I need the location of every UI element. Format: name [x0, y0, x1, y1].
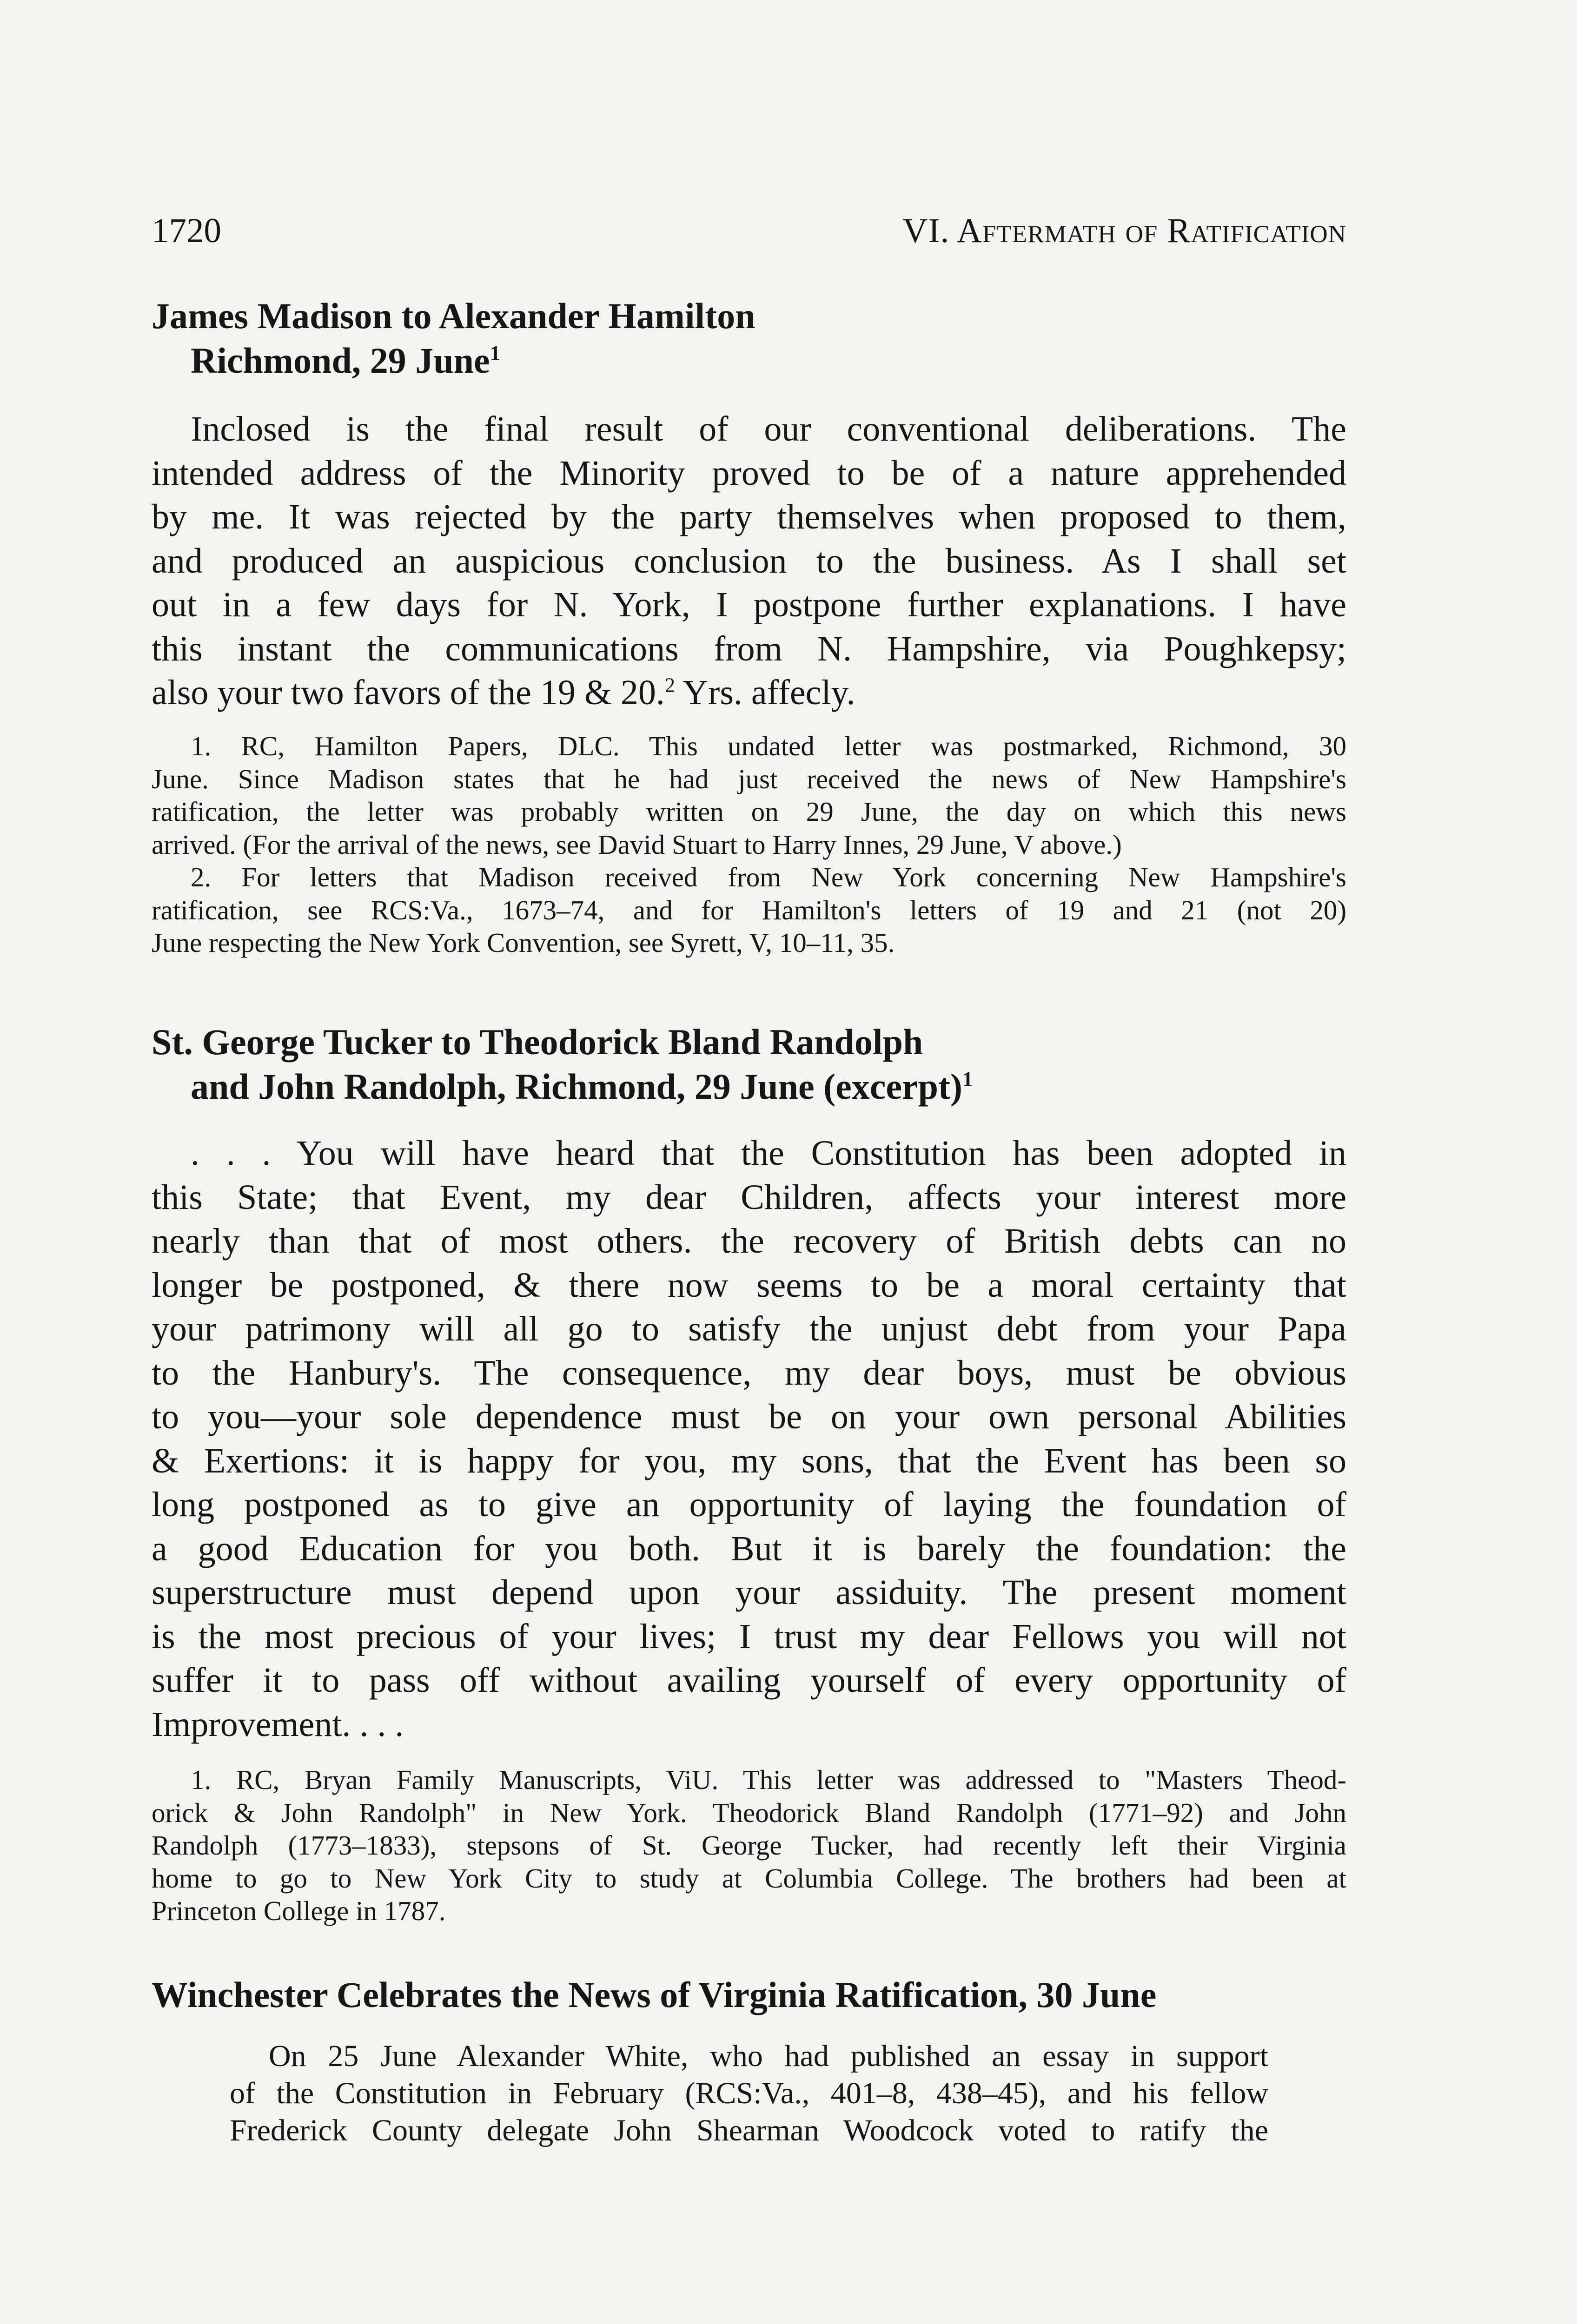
- tucker-body-line: to the Hanbury's. The consequence, my dear boys, must be obvious: [152, 1353, 1346, 1393]
- madison-body-last-line: [152, 671, 1346, 715]
- footnote-line: orick & John Randolph" in New York. Theodorick Bland Randolph (1771–92) and John: [152, 1797, 1346, 1828]
- tucker-body-line: & Exertions: it is happy for you, my sons, that the Event has been so: [152, 1441, 1346, 1480]
- winchester-intro-text: [230, 2038, 1268, 2149]
- tucker-body-line: suffer it to pass off without availing yourself of every opportunity of: [152, 1661, 1346, 1700]
- footnote-line: arrived. (For the arrival of the news, see David Stuart to Harry Innes, 29 June, V above.): [152, 829, 1122, 860]
- tucker-footnotes: [152, 1763, 1346, 1928]
- madison-body-closing: Yrs. affecly.: [675, 673, 855, 712]
- intro-line: of the Constitution in February (RCS:Va., 401–8, 438–45), and his fellow: [230, 2076, 1268, 2110]
- madison-letter-body: [152, 407, 1346, 715]
- winchester-section: [152, 1973, 1346, 2017]
- tucker-body-line: a good Education for you both. But it is barely the foundation: the: [152, 1529, 1346, 1568]
- madison-letter: [152, 294, 1346, 383]
- madison-body-line: and produced an auspicious conclusion to the business. As I shall set: [152, 541, 1346, 581]
- footnote-line: Randolph (1773–1833), stepsons of St. George Tucker, had recently left their Virginia: [152, 1830, 1346, 1861]
- madison-body-line: out in a few days for N. York, I postpone further explanations. I have: [152, 585, 1346, 624]
- madison-body-last-text: also your two favors of the 19 & 20.: [152, 673, 665, 712]
- tucker-letter: [152, 1020, 1346, 1109]
- footnote-line: home to go to New York City to study at Columbia College. The brothers had been at: [152, 1862, 1346, 1894]
- tucker-body: [152, 1131, 1346, 1746]
- intro-line: On 25 June Alexander White, who had published an essay in support: [269, 2039, 1268, 2073]
- footnote-line: ratification, the letter was probably written on 29 June, the day on which this news: [152, 796, 1346, 827]
- footnote-line: 2. For letters that Madison received from New York concerning New Hampshire's: [191, 862, 1346, 892]
- tucker-body-line: long postponed as to give an opportunity of laying the foundation of: [152, 1485, 1346, 1524]
- tucker-letter-heading: [152, 1020, 1346, 1109]
- madison-body-note-ref: 2: [664, 673, 675, 697]
- madison-notes: [152, 730, 1346, 959]
- tucker-notes: [152, 1763, 1346, 1928]
- section-title: VI. Aftermath of Ratification: [902, 211, 1346, 250]
- winchester-intro: [230, 2038, 1268, 2149]
- tucker-letter-body: [152, 1131, 1346, 1746]
- winchester-heading: Winchester Celebrates the News of Virginia Ratification, 30 June: [152, 1974, 1157, 2015]
- page-number: 1720: [152, 211, 221, 250]
- madison-body: [152, 407, 1346, 715]
- madison-letter-heading: [152, 294, 1346, 383]
- madison-heading-line2: Richmond, 29 June: [191, 340, 490, 381]
- tucker-body-line: this State; that Event, my dear Children, affects your interest more: [152, 1177, 1346, 1217]
- tucker-body-line: . . . You will have heard that the Constitution has been adopted in: [191, 1134, 1346, 1173]
- running-head: [152, 210, 1346, 252]
- madison-body-line: intended address of the Minority proved to be of a nature apprehended: [152, 453, 1346, 493]
- tucker-heading-note-ref: 1: [962, 1068, 973, 1091]
- intro-line: Frederick County delegate John Shearman Woodcock voted to ratify the: [230, 2113, 1268, 2147]
- tucker-heading-line2: and John Randolph, Richmond, 29 June (excerpt): [191, 1066, 962, 1107]
- footnote-line: 1. RC, Bryan Family Manuscripts, ViU. This letter was addressed to "Masters Theod-: [191, 1764, 1346, 1795]
- madison-body-line: Inclosed is the final result of our conventional deliberations. The: [191, 409, 1346, 449]
- footnote-line: ratification, see RCS:Va., 1673–74, and for Hamilton's letters of 19 and 21 (not 20): [152, 894, 1346, 925]
- tucker-body-line: superstructure must depend upon your assiduity. The present moment: [152, 1573, 1346, 1612]
- madison-body-line: this instant the communications from N. Hampshire, via Poughkepsy;: [152, 629, 1346, 668]
- madison-heading-line1: James Madison to Alexander Hamilton: [152, 296, 755, 336]
- footnote-line: June respecting the New York Convention, see Syrett, V, 10–11, 35.: [152, 927, 895, 958]
- madison-footnotes: [152, 730, 1346, 959]
- tucker-body-line: Improvement. . . .: [152, 1704, 404, 1744]
- madison-heading-note-ref: 1: [490, 342, 501, 365]
- tucker-heading-line1: St. George Tucker to Theodorick Bland Randolph: [152, 1022, 923, 1062]
- footnote-line: Princeton College in 1787.: [152, 1895, 446, 1926]
- footnote-line: 1. RC, Hamilton Papers, DLC. This undated letter was postmarked, Richmond, 30: [191, 731, 1346, 761]
- tucker-body-line: your patrimony will all go to satisfy the unjust debt from your Papa: [152, 1309, 1346, 1348]
- tucker-body-line: to you—your sole dependence must be on your own personal Abilities: [152, 1397, 1346, 1436]
- tucker-body-line: is the most precious of your lives; I trust my dear Fellows you will not: [152, 1617, 1346, 1656]
- madison-body-line: by me. It was rejected by the party themselves when proposed to them,: [152, 497, 1346, 536]
- tucker-body-line: nearly than that of most others. the recovery of British debts can no: [152, 1221, 1346, 1261]
- tucker-body-line: longer be postponed, & there now seems to be a moral certainty that: [152, 1265, 1346, 1305]
- footnote-line: June. Since Madison states that he had just received the news of New Hampshire's: [152, 763, 1346, 794]
